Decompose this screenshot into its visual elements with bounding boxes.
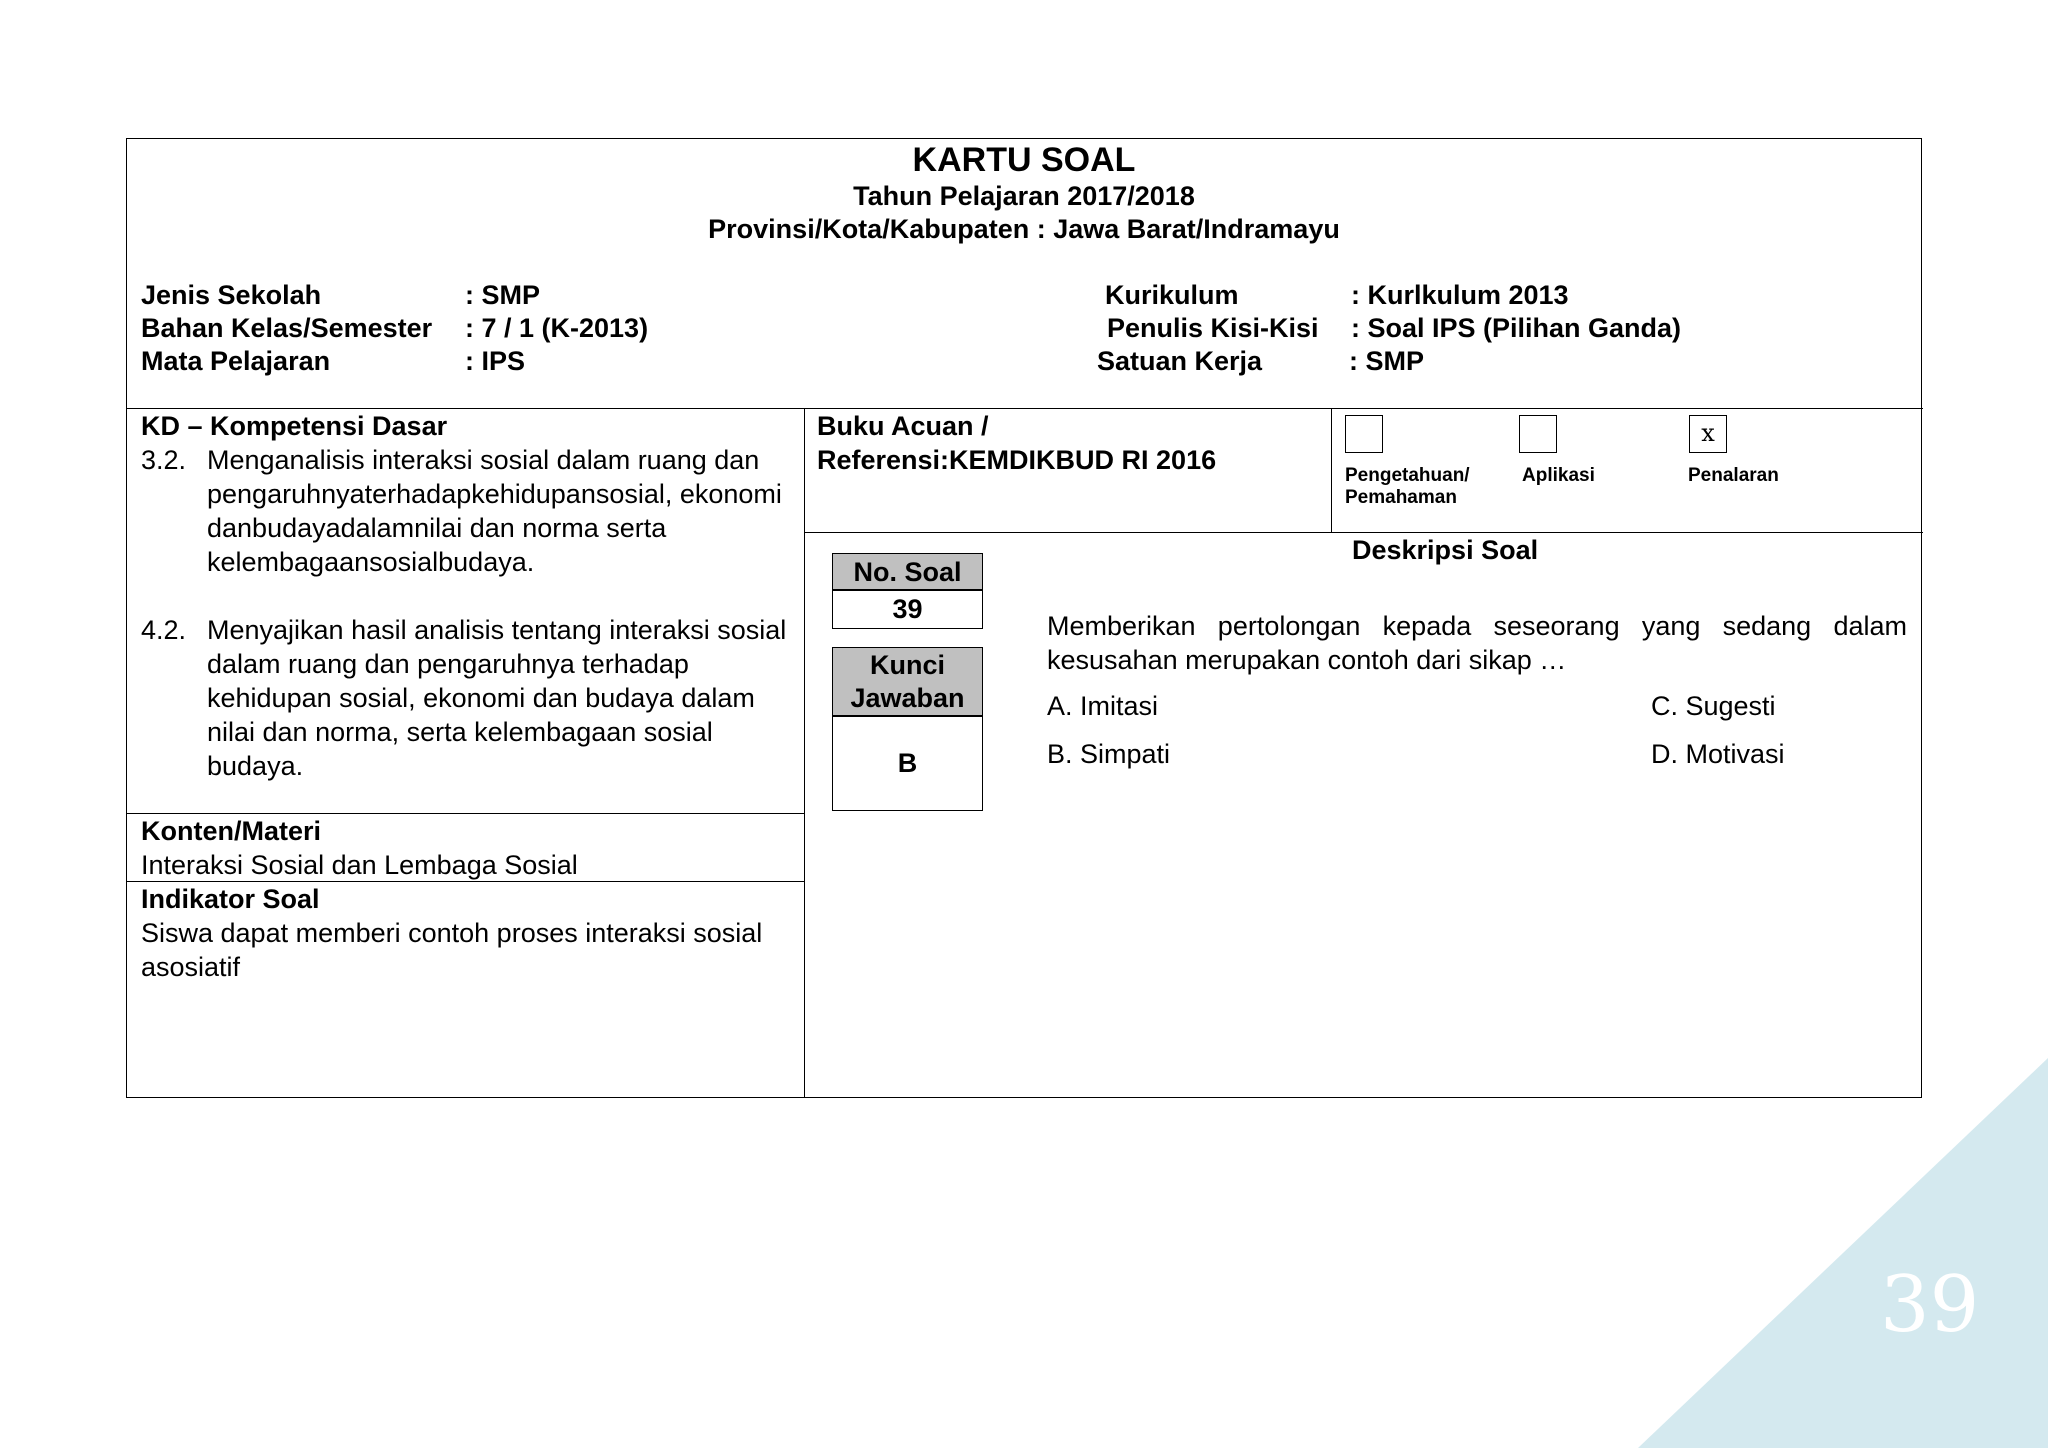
konten-text: Interaksi Sosial dan Lembaga Sosial xyxy=(141,850,578,880)
divider xyxy=(804,408,805,1098)
option-b: B. Simpati xyxy=(1047,739,1171,769)
corner-decoration xyxy=(1638,1058,2048,1448)
indikator-section xyxy=(141,882,791,984)
answer-key-label-line: Kunci xyxy=(869,650,945,680)
academic-year: Tahun Pelajaran 2017/2018 xyxy=(853,181,1195,211)
level-label: Aplikasi xyxy=(1522,465,1595,486)
level-checkbox[interactable]: x xyxy=(1689,415,1727,453)
answer-key-label xyxy=(832,647,983,717)
konten-heading: Konten/Materi xyxy=(141,816,322,846)
info-label: Penulis Kisi-Kisi xyxy=(1107,313,1319,343)
reference-book xyxy=(817,409,1216,477)
info-label: Kurikulum xyxy=(1105,280,1239,310)
konten-section xyxy=(141,814,791,882)
level-checkbox[interactable] xyxy=(1345,415,1383,453)
answer-key-label-line: Jawaban xyxy=(850,683,965,713)
info-value: : SMP xyxy=(1349,346,1425,376)
card-title: KARTU SOAL xyxy=(912,141,1136,179)
kd-item-text: Menganalisis interaksi sosial dalam ruang dan pengaruhnyaterhadapkehidupansosial, ekonomi danbudayadalamnilai dan norma serta kelembagaansosialbudaya. xyxy=(207,445,782,577)
info-label: Bahan Kelas/Semester xyxy=(141,313,433,343)
indikator-heading: Indikator Soal xyxy=(141,884,320,914)
reference-value: Referensi:KEMDIKBUD RI 2016 xyxy=(817,445,1217,475)
indikator-text: Siswa dapat memberi contoh proses interaksi sosial asosiatif xyxy=(141,918,763,982)
info-label: Satuan Kerja xyxy=(1097,346,1263,376)
question-text: Memberikan pertolongan kepada seseorang yang sedang dalam kesusahan merupakan contoh dari sikap … xyxy=(1047,611,1907,675)
info-value: : Soal IPS (Pilihan Ganda) xyxy=(1351,313,1682,343)
region-line: Provinsi/Kota/Kabupaten : Jawa Barat/Indramayu xyxy=(708,214,1340,244)
info-value: : 7 / 1 (K-2013) xyxy=(465,313,649,343)
option-d: D. Motivasi xyxy=(1651,739,1785,769)
info-label: Jenis Sekolah xyxy=(141,280,322,310)
level-checkbox[interactable] xyxy=(1519,415,1557,453)
info-value: : Kurlkulum 2013 xyxy=(1351,280,1569,310)
question-number-label: No. Soal xyxy=(832,553,983,591)
level-label-line: Pengetahuan/ xyxy=(1345,465,1470,486)
info-value: : IPS xyxy=(465,346,526,376)
description-heading: Deskripsi Soal xyxy=(1352,535,1539,565)
option-a: A. Imitasi xyxy=(1047,691,1159,721)
info-value: : SMP xyxy=(465,280,541,310)
level-label-line: Pemahaman xyxy=(1345,487,1457,508)
kd-item xyxy=(141,443,801,579)
level-label xyxy=(1345,465,1470,509)
divider xyxy=(1331,408,1332,532)
page-number: 39 xyxy=(1880,1260,1980,1350)
kd-item-number: 3.2. xyxy=(141,445,187,475)
kd-item-number: 4.2. xyxy=(141,615,187,645)
divider xyxy=(804,532,1923,533)
kd-item xyxy=(141,613,801,783)
kd-item-text: Menyajikan hasil analisis tentang interaksi sosial dalam ruang dan pengaruhnya terhadap kehidupan sosial, ekonomi dan budaya dalam nilai dan norma, serta kelembagaan sosial budaya. xyxy=(207,615,787,781)
question-card xyxy=(126,138,1922,1098)
question-number: 39 xyxy=(832,589,983,629)
info-label: Mata Pelajaran xyxy=(141,346,331,376)
answer-key: B xyxy=(832,715,983,811)
kd-section xyxy=(141,409,801,783)
reference-label: Buku Acuan / xyxy=(817,411,989,441)
option-c: C. Sugesti xyxy=(1651,691,1776,721)
kd-heading: KD – Kompetensi Dasar xyxy=(141,411,448,441)
level-label: Penalaran xyxy=(1688,465,1779,486)
info-right xyxy=(1097,279,1681,378)
info-left xyxy=(141,279,648,378)
